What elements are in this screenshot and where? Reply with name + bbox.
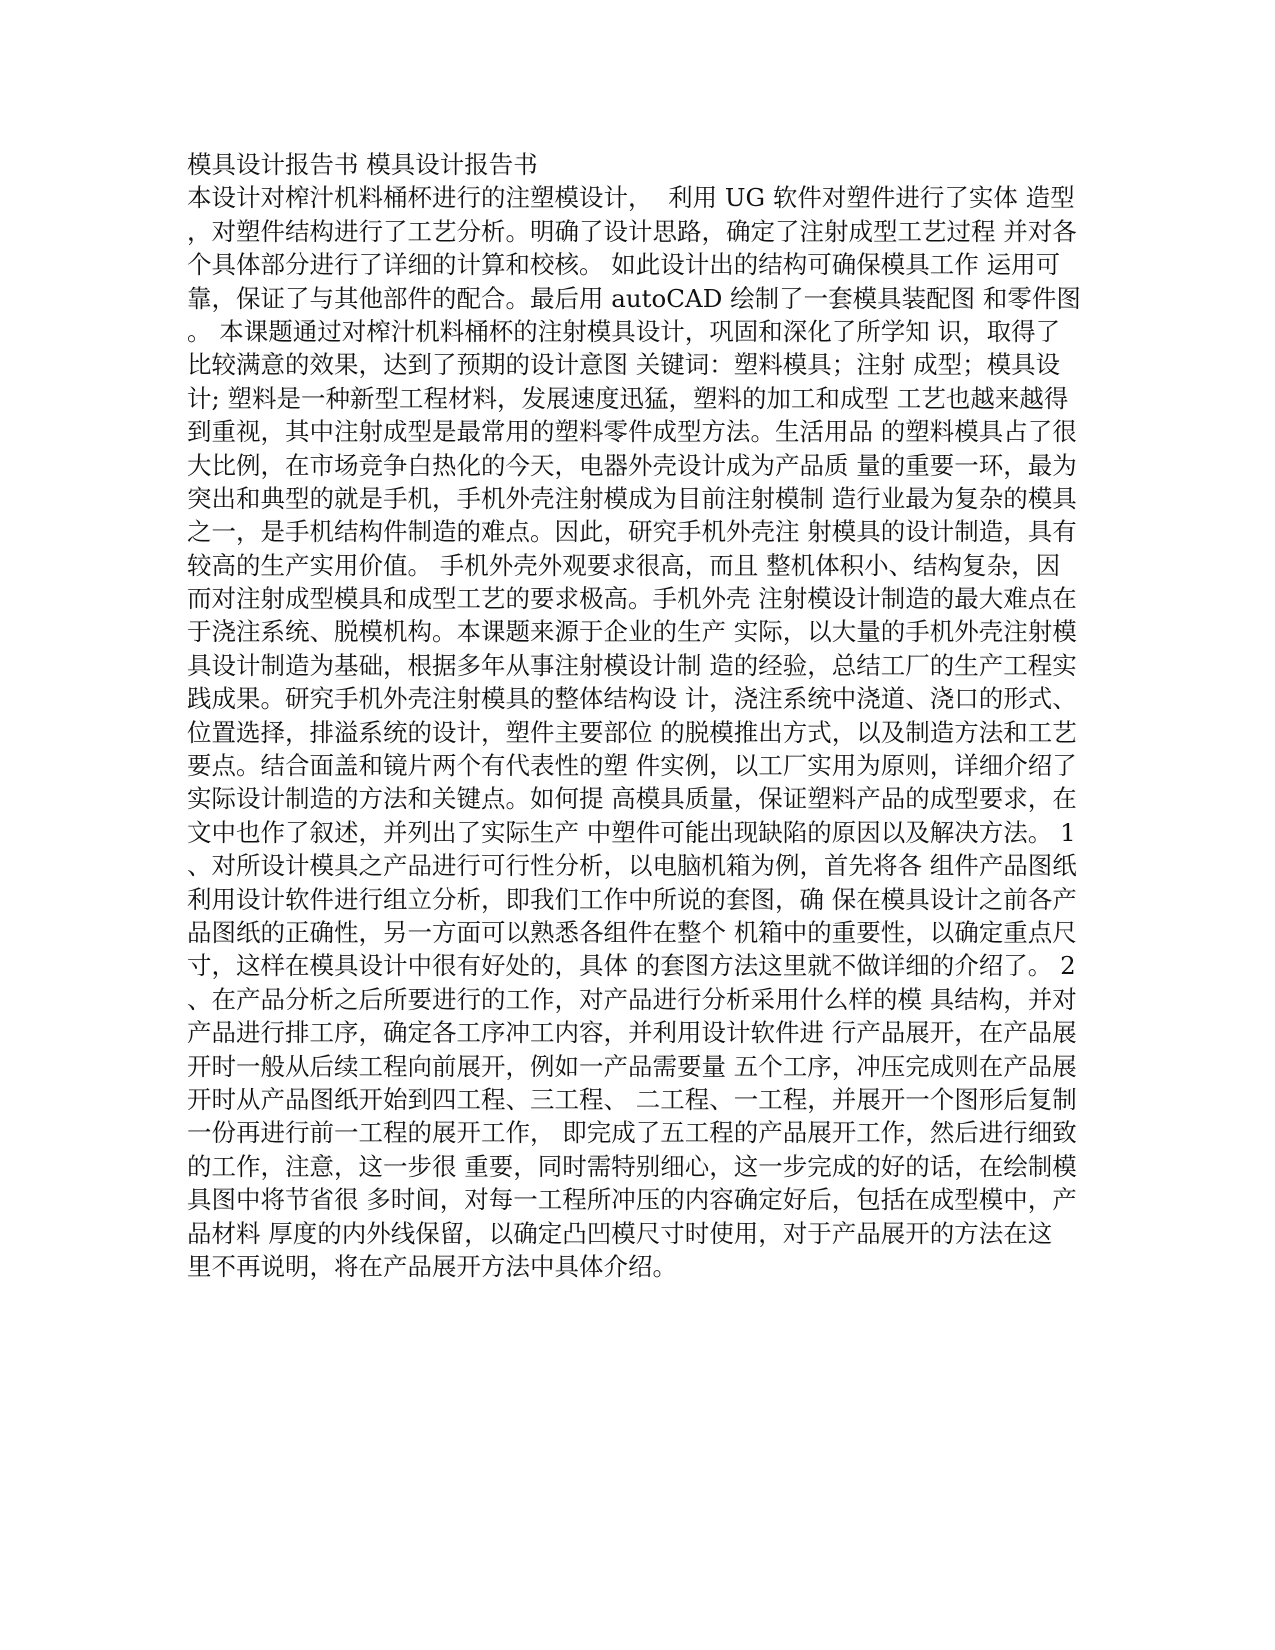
text-line: ，对塑件结构进行了工艺分析。明确了设计思路，确定了注射成型工艺过程 并对各 <box>187 216 1077 246</box>
text-line: 本设计对榨汁机料桶杯进行的注塑模设计， 利用 UG 软件对塑件进行了实体 造型 <box>187 183 1075 213</box>
text-line: 开时从产品图纸开始到四工程、三工程、 二工程、一工程，并展开一个图形后复制 <box>187 1084 1077 1114</box>
text-line: 之一，是手机结构件制造的难点。因此，研究手机外壳注 射模具的设计制造，具有 <box>187 517 1077 547</box>
text-line: 实际设计制造的方法和关键点。如何提 高模具质量，保证塑料产品的成型要求，在 <box>187 784 1077 814</box>
body-text <box>187 148 1087 1283</box>
text-line: 计; 塑料是一种新型工程材料，发展速度迅猛，塑料的加工和成型 工艺也越来越得 <box>187 383 1069 413</box>
text-line: 里不再说明，将在产品展开方法中具体介绍。 <box>187 1251 677 1281</box>
text-line: 践成果。研究手机外壳注射模具的整体结构设 计，浇注系统中浇道、浇口的形式、 <box>187 684 1077 714</box>
text-line: 而对注射成型模具和成型工艺的要求极高。手机外壳 注射模设计制造的最大难点在 <box>187 584 1077 614</box>
text-line: 比较满意的效果，达到了预期的设计意图 关键词：塑料模具；注射 成型；模具设 <box>187 350 1061 380</box>
text-line: 寸，这样在模具设计中很有好处的，具体 的套图方法这里就不做详细的介绍了。 2 <box>187 951 1076 981</box>
text-line: 靠，保证了与其他部件的配合。最后用 autoCAD 绘制了一套模具装配图 和零件图 <box>187 283 1081 313</box>
text-line: 具图中将节省很 多时间，对每一工程所冲压的内容确定好后，包括在成型模中，产 <box>187 1185 1077 1215</box>
text-line: 模具设计报告书 模具设计报告书 <box>187 150 538 179</box>
text-line: 开时一般从后续工程向前展开，例如一产品需要量 五个工序，冲压完成则在产品展 <box>187 1051 1077 1081</box>
text-line: 产品进行排工序，确定各工序冲工内容，并利用设计软件进 行产品展开，在产品展 <box>187 1018 1077 1048</box>
text-line: 具设计制造为基础，根据多年从事注射模设计制 造的经验，总结工厂的生产工程实 <box>187 650 1077 680</box>
text-line: 较高的生产实用价值。 手机外壳外观要求很高，而且 整机体积小、结构复杂，因 <box>187 550 1061 580</box>
text-line: 品图纸的正确性，另一方面可以熟悉各组件在整个 机箱中的重要性，以确定重点尺 <box>187 917 1077 947</box>
text-line: 利用设计软件进行组立分析，即我们工作中所说的套图，确 保在模具设计之前各产 <box>187 884 1077 914</box>
text-line: 品材料 厚度的内外线保留，以确定凸凹模尺寸时使用，对于产品展开的方法在这 <box>187 1218 1053 1248</box>
text-line: 于浇注系统、脱模机构。本课题来源于企业的生产 实际，以大量的手机外壳注射模 <box>187 617 1077 647</box>
text-line: 。 本课题通过对榨汁机料桶杯的注射模具设计，巩固和深化了所学知 识，取得了 <box>187 316 1061 346</box>
text-line: 要点。结合面盖和镜片两个有代表性的塑 件实例，以工厂实用为原则，详细介绍了 <box>187 751 1077 781</box>
text-line: 、在产品分析之后所要进行的工作，对产品进行分析采用什么样的模 具结构，并对 <box>187 984 1077 1014</box>
text-line: 一份再进行前一工程的展开工作， 即完成了五工程的产品展开工作，然后进行细致 <box>187 1118 1077 1148</box>
text-line: 位置选择，排溢系统的设计，塑件主要部位 的脱模推出方式，以及制造方法和工艺 <box>187 717 1077 747</box>
text-line: 个具体部分进行了详细的计算和校核。 如此设计出的结构可确保模具工作 运用可 <box>187 250 1061 280</box>
text-line: 到重视，其中注射成型是最常用的塑料零件成型方法。生活用品 的塑料模具占了很 <box>187 417 1077 447</box>
text-line: 大比例，在市场竞争白热化的今天，电器外壳设计成为产品质 量的重要一环，最为 <box>187 450 1077 480</box>
text-line: 文中也作了叙述，并列出了实际生产 中塑件可能出现缺陷的原因以及解决方法。 1 <box>187 817 1076 847</box>
text-line: 突出和典型的就是手机，手机外壳注射模成为目前注射模制 造行业最为复杂的模具 <box>187 483 1077 513</box>
text-line: 、对所设计模具之产品进行可行性分析，以电脑机箱为例，首先将各 组件产品图纸 <box>187 851 1077 881</box>
text-line: 的工作，注意，这一步很 重要，同时需特别细心，这一步完成的好的话，在绘制模 <box>187 1151 1077 1181</box>
